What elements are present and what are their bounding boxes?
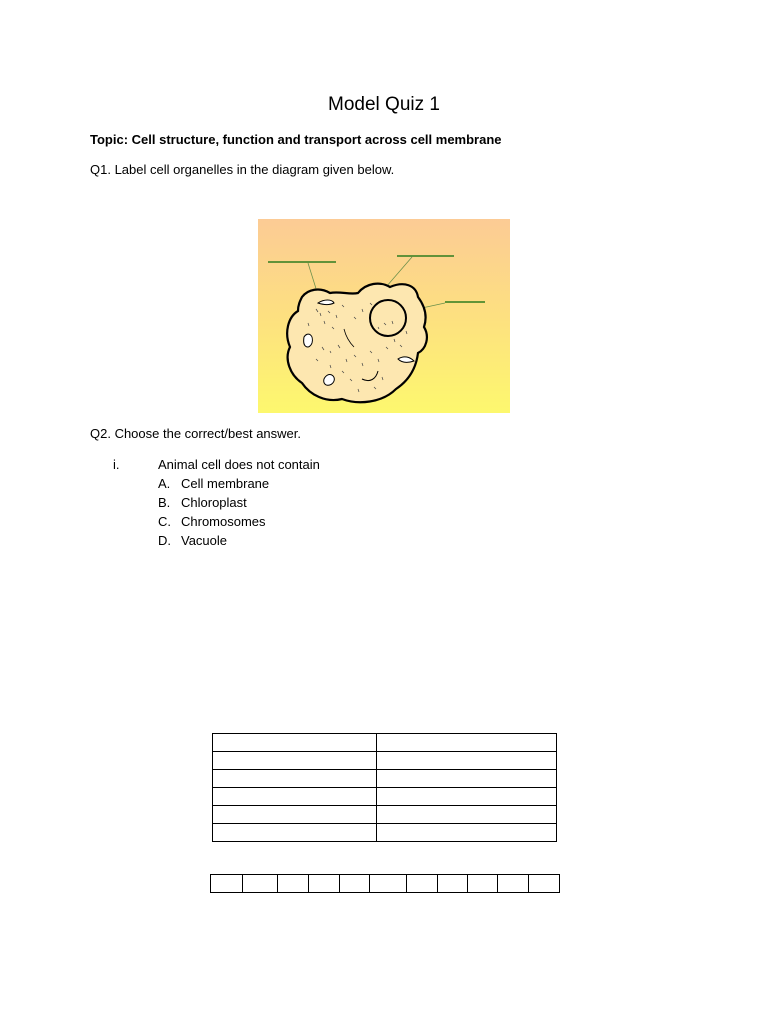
table-cell (242, 875, 277, 893)
topic-heading: Topic: Cell structure, function and transport across cell membrane (90, 132, 502, 147)
blank-table-single-row (210, 874, 560, 893)
option-text: Chloroplast (181, 495, 247, 510)
question-stem: Animal cell does not contain (158, 457, 320, 472)
table-cell (213, 788, 377, 806)
table-cell (213, 824, 377, 842)
table-cell (498, 875, 529, 893)
table-cell (213, 806, 377, 824)
table-cell (308, 875, 339, 893)
table-row (213, 824, 557, 842)
table-cell (377, 788, 557, 806)
table-row (213, 752, 557, 770)
table-cell (377, 770, 557, 788)
option-text: Cell membrane (181, 476, 270, 491)
table-cell (278, 875, 309, 893)
nucleus-shape (370, 300, 406, 336)
table-cell (377, 824, 557, 842)
option-text: Vacuole (181, 533, 228, 548)
animal-cell-diagram (258, 219, 510, 413)
option-letter: A. (158, 476, 171, 491)
table-row (213, 806, 557, 824)
option-text: Chromosomes (181, 514, 266, 529)
table-cell (468, 875, 498, 893)
organelle-2 (324, 375, 335, 386)
table-cell (213, 734, 377, 752)
cell-illustration (258, 219, 510, 413)
organelle-1 (304, 334, 313, 347)
question-2-prompt: Q2. Choose the correct/best answer. (90, 426, 301, 441)
table-cell (369, 875, 406, 893)
table-cell (437, 875, 468, 893)
table-cell (377, 734, 557, 752)
table-cell (213, 752, 377, 770)
table-cell (529, 875, 560, 893)
table-cell (406, 875, 437, 893)
table-row (213, 788, 557, 806)
table-cell (339, 875, 369, 893)
table-cell (377, 752, 557, 770)
blank-table-two-column (212, 733, 557, 842)
table-row (211, 875, 560, 893)
option-letter: B. (158, 495, 171, 510)
table-cell (213, 770, 377, 788)
table-row (213, 734, 557, 752)
table-row (213, 770, 557, 788)
table-cell (211, 875, 243, 893)
page-title: Model Quiz 1 (328, 94, 440, 115)
question-number: i. (113, 457, 120, 472)
table-cell (377, 806, 557, 824)
option-letter: D. (158, 533, 171, 548)
question-1-prompt: Q1. Label cell organelles in the diagram given below. (90, 162, 395, 177)
option-letter: C. (158, 514, 171, 529)
